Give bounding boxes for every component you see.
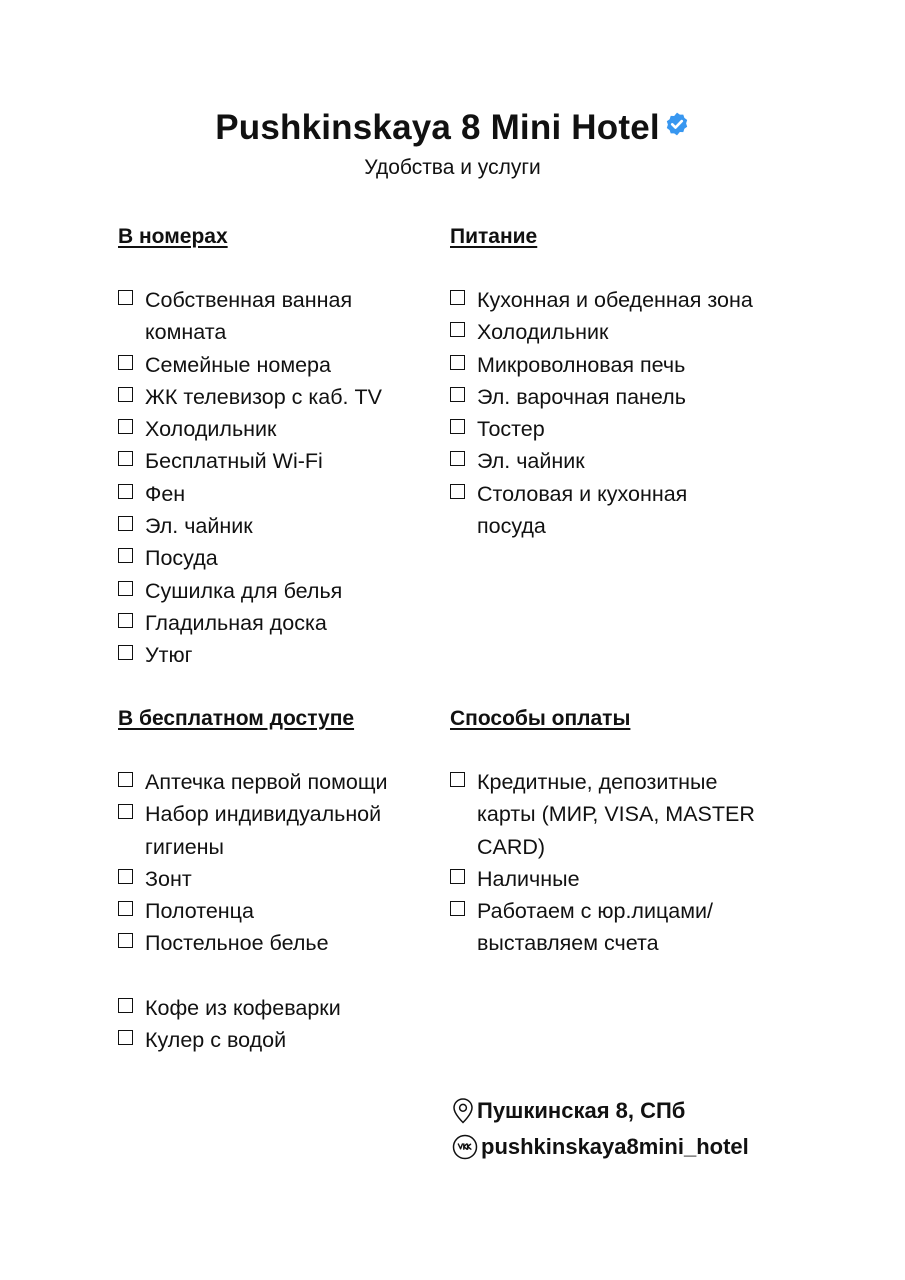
checkbox-icon[interactable] <box>118 772 133 787</box>
item-label: Кулер с водой <box>145 1028 287 1053</box>
checkbox-icon[interactable] <box>450 322 465 337</box>
verified-badge-icon <box>664 111 690 137</box>
checklist-free <box>118 766 438 1056</box>
checkbox-icon[interactable] <box>450 484 465 499</box>
checklist-item <box>118 639 438 671</box>
checklist-item <box>450 478 757 543</box>
checkbox-icon[interactable] <box>118 387 133 402</box>
address-text: Пушкинская 8, СПб <box>477 1098 686 1123</box>
vk-icon <box>452 1134 478 1160</box>
checkbox-icon[interactable] <box>450 355 465 370</box>
item-label: Бесплатный Wi-Fi <box>145 449 323 474</box>
checkbox-icon[interactable] <box>118 581 133 596</box>
checklist-food <box>450 284 810 542</box>
section-title-free: В бесплатном доступе <box>118 707 355 730</box>
checkbox-icon[interactable] <box>450 772 465 787</box>
section-rooms <box>118 223 438 672</box>
checkbox-icon[interactable] <box>118 484 133 499</box>
item-label: Собственная ванная комната <box>145 288 353 345</box>
checkbox-icon[interactable] <box>118 451 133 466</box>
checklist-item <box>450 381 810 413</box>
checkbox-icon[interactable] <box>118 419 133 434</box>
checklist-item <box>118 413 438 445</box>
checkbox-icon[interactable] <box>118 548 133 563</box>
checkbox-icon[interactable] <box>118 355 133 370</box>
item-label: Работаем с юр.лицами/ выставляем счета <box>477 899 714 956</box>
checkbox-icon[interactable] <box>450 290 465 305</box>
item-label: Гладильная доска <box>145 610 327 635</box>
page-subtitle: Удобства и услуги <box>364 156 541 179</box>
checkbox-icon[interactable] <box>450 901 465 916</box>
checklist-item <box>450 413 810 445</box>
checklist-item <box>118 349 438 381</box>
section-title-payment: Способы оплаты <box>450 707 631 730</box>
checklist-item <box>450 863 780 895</box>
section-free <box>118 705 438 1056</box>
checklist-item <box>118 798 438 863</box>
item-label: Кофе из кофеварки <box>145 995 341 1020</box>
checklist-item <box>118 766 438 798</box>
page-header <box>0 108 905 180</box>
checkbox-icon[interactable] <box>450 869 465 884</box>
checklist-item <box>118 381 438 413</box>
section-title-food: Питание <box>450 225 538 248</box>
item-label: Фен <box>145 481 186 506</box>
contact-vk[interactable] <box>452 1129 749 1165</box>
section-food <box>450 223 810 542</box>
item-label: Холодильник <box>477 320 609 345</box>
item-label: Тостер <box>477 417 545 442</box>
checkbox-icon[interactable] <box>118 869 133 884</box>
checklist-item <box>450 445 810 477</box>
checkbox-icon[interactable] <box>450 451 465 466</box>
checkbox-icon[interactable] <box>450 387 465 402</box>
contacts-block <box>452 1093 749 1165</box>
item-label: Эл. чайник <box>477 449 585 474</box>
checkbox-icon[interactable] <box>118 901 133 916</box>
item-label: Набор индивидуальной гигиены <box>145 802 382 859</box>
item-label: Посуда <box>145 546 218 571</box>
checklist-item <box>118 284 438 349</box>
checklist-item <box>118 445 438 477</box>
item-label: Сушилка для белья <box>145 578 343 603</box>
checklist-item <box>118 863 438 895</box>
checklist-item <box>450 284 810 316</box>
checkbox-icon[interactable] <box>450 419 465 434</box>
hotel-name: Pushkinskaya 8 Mini Hotel <box>215 108 660 147</box>
page-title <box>215 108 690 148</box>
item-label: Утюг <box>145 643 193 668</box>
item-label: Микроволновая печь <box>477 352 686 377</box>
item-label: Аптечка первой помощи <box>145 770 388 794</box>
contact-address <box>452 1093 749 1129</box>
checklist-item <box>118 542 438 574</box>
checkbox-icon[interactable] <box>118 290 133 305</box>
checklist-item <box>118 927 438 959</box>
item-label: Постельное белье <box>145 931 329 956</box>
checkbox-icon[interactable] <box>118 804 133 819</box>
checklist-item <box>118 992 438 1024</box>
item-label: Кредитные, депозитные карты (МИР, VISA, MASTER CARD) <box>477 770 755 859</box>
checkbox-icon[interactable] <box>118 613 133 628</box>
vk-handle[interactable]: pushkinskaya8mini_hotel <box>481 1134 749 1159</box>
checkbox-icon[interactable] <box>118 645 133 660</box>
section-title-rooms: В номерах <box>118 225 228 248</box>
checkbox-icon[interactable] <box>118 933 133 948</box>
location-pin-icon <box>452 1097 474 1125</box>
checkbox-icon[interactable] <box>118 1030 133 1045</box>
item-label: Семейные номера <box>145 352 331 377</box>
section-payment <box>450 705 780 960</box>
item-label: Столовая и кухонная посуда <box>477 481 688 539</box>
item-label: Холодильник <box>145 417 277 442</box>
checklist-item <box>118 607 438 639</box>
checkbox-icon[interactable] <box>118 516 133 531</box>
checklist-item <box>450 895 782 960</box>
item-label: Полотенца <box>145 899 254 924</box>
item-label: ЖК телевизор с каб. TV <box>145 384 382 409</box>
checklist-item <box>118 510 438 542</box>
item-label: Зонт <box>145 866 192 891</box>
checklist-item <box>118 575 438 607</box>
checklist-payment <box>450 766 780 960</box>
checklist-item <box>450 766 777 863</box>
checklist-item <box>450 349 810 381</box>
item-label: Эл. чайник <box>145 514 253 539</box>
item-label: Наличные <box>477 866 580 891</box>
checklist-item <box>118 895 438 927</box>
checklist-item <box>450 316 810 348</box>
item-label: Кухонная и обеденная зона <box>477 288 753 312</box>
checklist-item <box>118 1024 438 1056</box>
checkbox-icon[interactable] <box>118 998 133 1013</box>
checklist-item <box>118 478 438 510</box>
checklist-rooms <box>118 284 438 672</box>
item-label: Эл. варочная панель <box>477 384 686 409</box>
